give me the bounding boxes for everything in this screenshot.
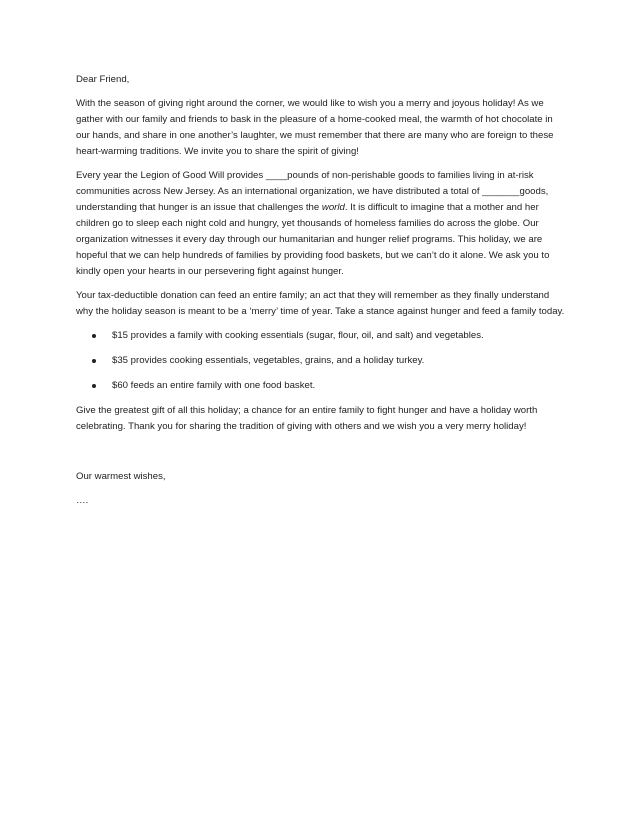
intro-paragraph: With the season of giving right around the corner, we would like to wish you a merry and joyous holiday! As we gather with our family and friends to bask in the pleasure of a home-cooked meal, the warmth of hot chocolate in our hands, and share in one another’s laughter, we must remember that there are many who are foreign to these heart-warming traditions. We invite you to share the spirit of giving! xyxy=(76,98,554,157)
bullet-icon xyxy=(92,359,96,363)
letter-body xyxy=(76,72,566,517)
list-item-text: $35 provides cooking essentials, vegetables, grains, and a holiday turkey. xyxy=(112,355,425,366)
list-item xyxy=(76,378,566,394)
thank-you-paragraph: Give the greatest gift of all this holiday; a chance for an entire family to fight hunger and have a holiday worth celebrating. Thank you for sharing the tradition of giving with others and we wish you a very merry holiday! xyxy=(76,405,538,432)
list-item xyxy=(76,328,566,344)
bullet-icon xyxy=(92,334,96,338)
emphasized-word: world xyxy=(321,202,345,213)
mission-paragraph-text-1: Every year the Legion of Good Will provides ____pounds of non-perishable goods to families living in at-risk communities across New Jersey. As an international organization, we have distributed a total of _______goods, understanding that hunger is an issue that challenges the xyxy=(76,170,549,213)
signature-placeholder: …. xyxy=(76,495,89,506)
mission-paragraph xyxy=(76,168,566,280)
donation-levels-list xyxy=(76,328,566,394)
list-item-text: $15 provides a family with cooking essentials (sugar, flour, oil, and salt) and vegetables. xyxy=(112,330,484,341)
list-item xyxy=(76,353,566,369)
list-item-text: $60 feeds an entire family with one food basket. xyxy=(112,380,316,391)
closing-line: Our warmest wishes, xyxy=(76,471,166,482)
bullet-icon xyxy=(92,384,96,388)
mission-paragraph-text-2: . It is difficult to imagine that a mother and her children go to sleep each night cold and hungry, yet thousands of homeless families do across the globe. Our organization witnesses it every day through our humanitarian and hunger relief programs. This holiday, we are hopeful that we can help hundreds of families by providing food baskets, but we can’t do it alone. We ask you to kindly open your hearts in our persevering fight against hunger. xyxy=(76,202,550,277)
letter-greeting: Dear Friend, xyxy=(76,74,130,85)
donation-paragraph: Your tax-deductible donation can feed an entire family; an act that they will remember as they finally understand why the holiday season is meant to be a ‘merry’ time of year. Take a stance against hunger and feed a family today. xyxy=(76,290,565,317)
